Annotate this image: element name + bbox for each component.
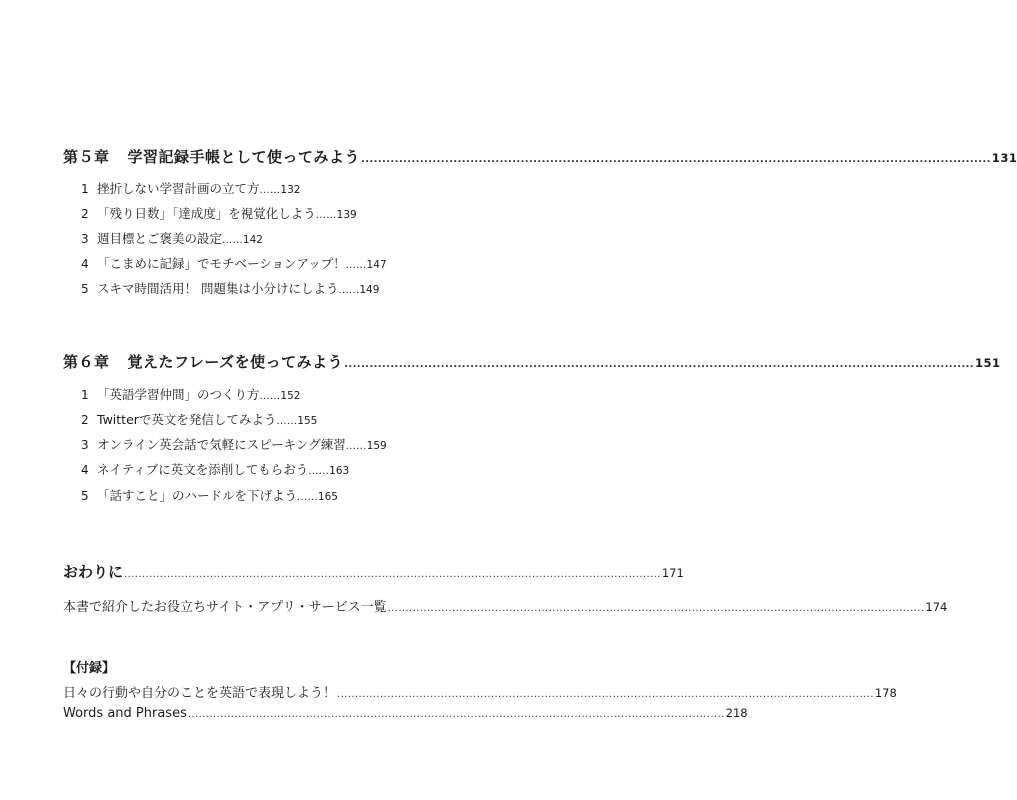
chapter-6-title: 覚えたフレーズを使ってみよう <box>127 353 344 371</box>
toc-item: 5 「話すこと」のハードルを下げよう......165 <box>81 488 338 503</box>
toc-item-page: 155 <box>297 415 318 427</box>
toc-item: 5 スキマ時間活用！ 問題集は小分けにしよう......149 <box>81 281 380 296</box>
toc-item: 2 Twitterで英文を発信してみよう......155 <box>81 412 318 427</box>
chapter-5-label: 第５章 <box>63 148 110 166</box>
closing-page: 171 <box>661 566 684 580</box>
toc-item-page: 132 <box>280 184 301 196</box>
chapter-6-label: 第６章 <box>63 353 110 371</box>
appendix-header: 【付録】 <box>63 661 116 676</box>
appendix-entry-page: 178 <box>874 686 897 700</box>
chapter-5-title: 学習記録手帳として使ってみよう <box>127 148 361 166</box>
toc-item-title: オンライン英会話で気軽にスピーキング練習 <box>97 437 346 452</box>
appendix-entry-title: Words and Phrases <box>63 706 187 721</box>
appendix-entry-page: 218 <box>725 706 748 720</box>
toc-item: 1 挫折しない学習計画の立て方......132 <box>81 181 301 196</box>
toc-item-page: 165 <box>317 491 338 503</box>
chapter-5-page: 131 <box>991 151 1017 165</box>
services-title: 本書で紹介したお役立ちサイト・アプリ・サービス一覧 <box>63 600 387 615</box>
toc-item-title: 「話すこと」のハードルを下げよう <box>97 488 298 503</box>
leader-dots: ...................................................................................................................................................... <box>187 709 725 720</box>
services-page: 174 <box>925 600 948 614</box>
leader-dots: ...................................................................................................................................................... <box>344 359 974 370</box>
toc-item: 1 「英語学習仲間」のつくり方......152 <box>81 387 301 402</box>
toc-item-page: 163 <box>329 465 350 477</box>
toc-item-title: スキマ時間活用！ 問題集は小分けにしよう <box>97 281 339 296</box>
leader-dots: ...................................................................................................................................................... <box>387 603 925 614</box>
toc-item-page: 159 <box>366 440 387 452</box>
chapter-6-heading <box>63 351 1001 372</box>
closing-title: おわりに <box>63 563 124 581</box>
toc-item-page: 152 <box>280 390 301 402</box>
toc-item-page: 149 <box>359 284 380 296</box>
toc-item-title: Twitterで英文を発信してみよう <box>97 412 277 427</box>
toc-item: 3 週目標とご褒美の設定......142 <box>81 231 263 246</box>
toc-item-title: 「こまめに記録」でモチベーションアップ！ <box>97 256 346 271</box>
toc-item-page: 147 <box>366 259 387 271</box>
toc-item-page: 142 <box>242 234 263 246</box>
toc-item-title: 「英語学習仲間」のつくり方 <box>97 387 260 402</box>
toc-item-title: 挫折しない学習計画の立て方 <box>97 181 260 196</box>
leader-dots: ...................................................................................................................................................... <box>361 154 991 165</box>
toc-item: 4 ネイティブに英文を添削してもらおう......163 <box>81 462 350 477</box>
chapter-5-heading <box>63 146 1017 167</box>
leader-dots: ...................................................................................................................................................... <box>124 569 661 580</box>
appendix-entry <box>63 682 897 701</box>
leader-dots: ...................................................................................................................................................... <box>337 689 874 700</box>
appendix-entry-title: 日々の行動や自分のことを英語で表現しよう！ <box>63 686 337 701</box>
toc-item-title: 週目標とご褒美の設定 <box>97 231 223 246</box>
toc-item: 4 「こまめに記録」でモチベーションアップ！......147 <box>81 256 387 271</box>
toc-item-title: ネイティブに英文を添削してもらおう <box>97 462 309 477</box>
appendix-entry <box>63 706 748 721</box>
toc-item: 2 「残り日数」「達成度」を視覚化しよう......139 <box>81 206 357 221</box>
closing-entry <box>63 561 684 582</box>
chapter-6-page: 151 <box>975 356 1001 370</box>
toc-item-page: 139 <box>336 209 357 221</box>
toc-item-title: 「残り日数」「達成度」を視覚化しよう <box>97 206 316 221</box>
appendix-header-row <box>63 657 476 676</box>
toc-item: 3 オンライン英会話で気軽にスピーキング練習......159 <box>81 437 387 452</box>
services-entry <box>63 596 948 615</box>
